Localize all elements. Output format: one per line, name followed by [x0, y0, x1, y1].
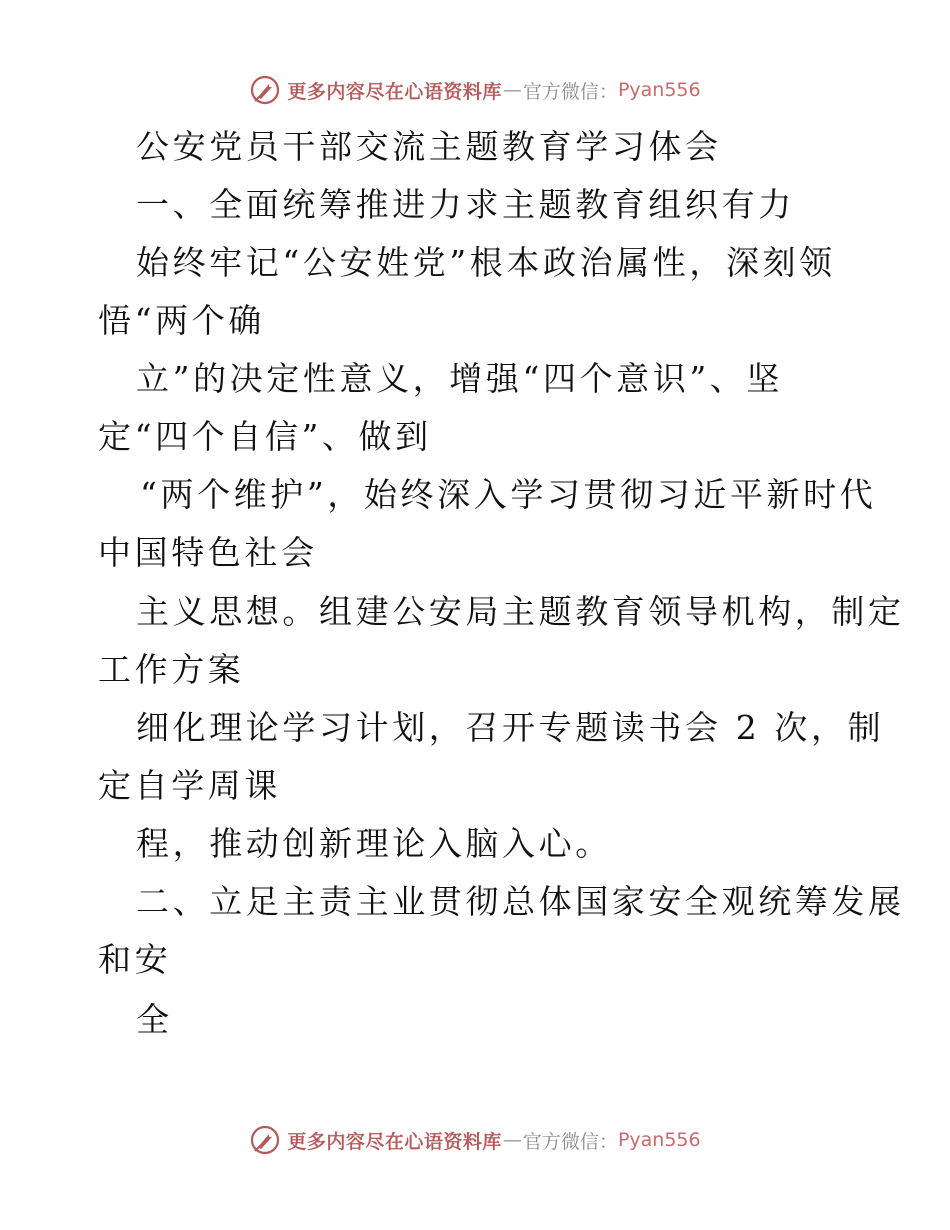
paragraph-line: 悟“两个确	[98, 301, 265, 340]
footer-banner	[0, 1120, 950, 1160]
banner-separator: —	[502, 79, 522, 101]
section-heading-1: 一、全面统筹推进力求主题教育组织有力	[136, 185, 795, 224]
paragraph-line: 定自学周课	[98, 766, 281, 805]
pen-nib-logo-icon	[249, 1124, 281, 1156]
paragraph-line: 细化理论学习计划，召开专题读书会 2 次，制	[136, 708, 885, 747]
section-heading-2: 二、立足主责主业贯彻总体国家安全观统筹发展	[136, 882, 905, 921]
paragraph-line: 中国特色社会	[98, 533, 318, 572]
paragraph-line: 立”的决定性意义，增强“四个意识”、坚	[136, 359, 784, 398]
paragraph-line: 和安	[98, 940, 172, 979]
wechat-id: Pyan556	[617, 1129, 701, 1151]
paragraph-line: 主义思想。组建公安局主题教育领导机构，制定	[136, 592, 905, 631]
promo-text: 更多内容尽在心语资料库	[287, 1130, 502, 1153]
document-title: 公安党员干部交流主题教育学习体会	[136, 127, 722, 166]
paragraph-line: 程，推动创新理论入脑入心。	[136, 824, 612, 863]
paragraph-line: 工作方案	[98, 650, 245, 689]
paragraph-line: 定“四个自信”、做到	[98, 417, 432, 456]
official-label: 官方微信：	[522, 1130, 618, 1153]
official-label: 官方微信：	[522, 80, 618, 103]
banner-separator: —	[502, 1129, 522, 1151]
paragraph-line: “两个维护”，始终深入学习贯彻习近平新时代	[140, 475, 877, 514]
paragraph-line: 始终牢记“公安姓党”根本政治属性，深刻领	[136, 243, 836, 282]
paragraph-line: 全	[136, 1000, 173, 1039]
promo-text: 更多内容尽在心语资料库	[287, 80, 502, 103]
wechat-id: Pyan556	[617, 79, 701, 101]
